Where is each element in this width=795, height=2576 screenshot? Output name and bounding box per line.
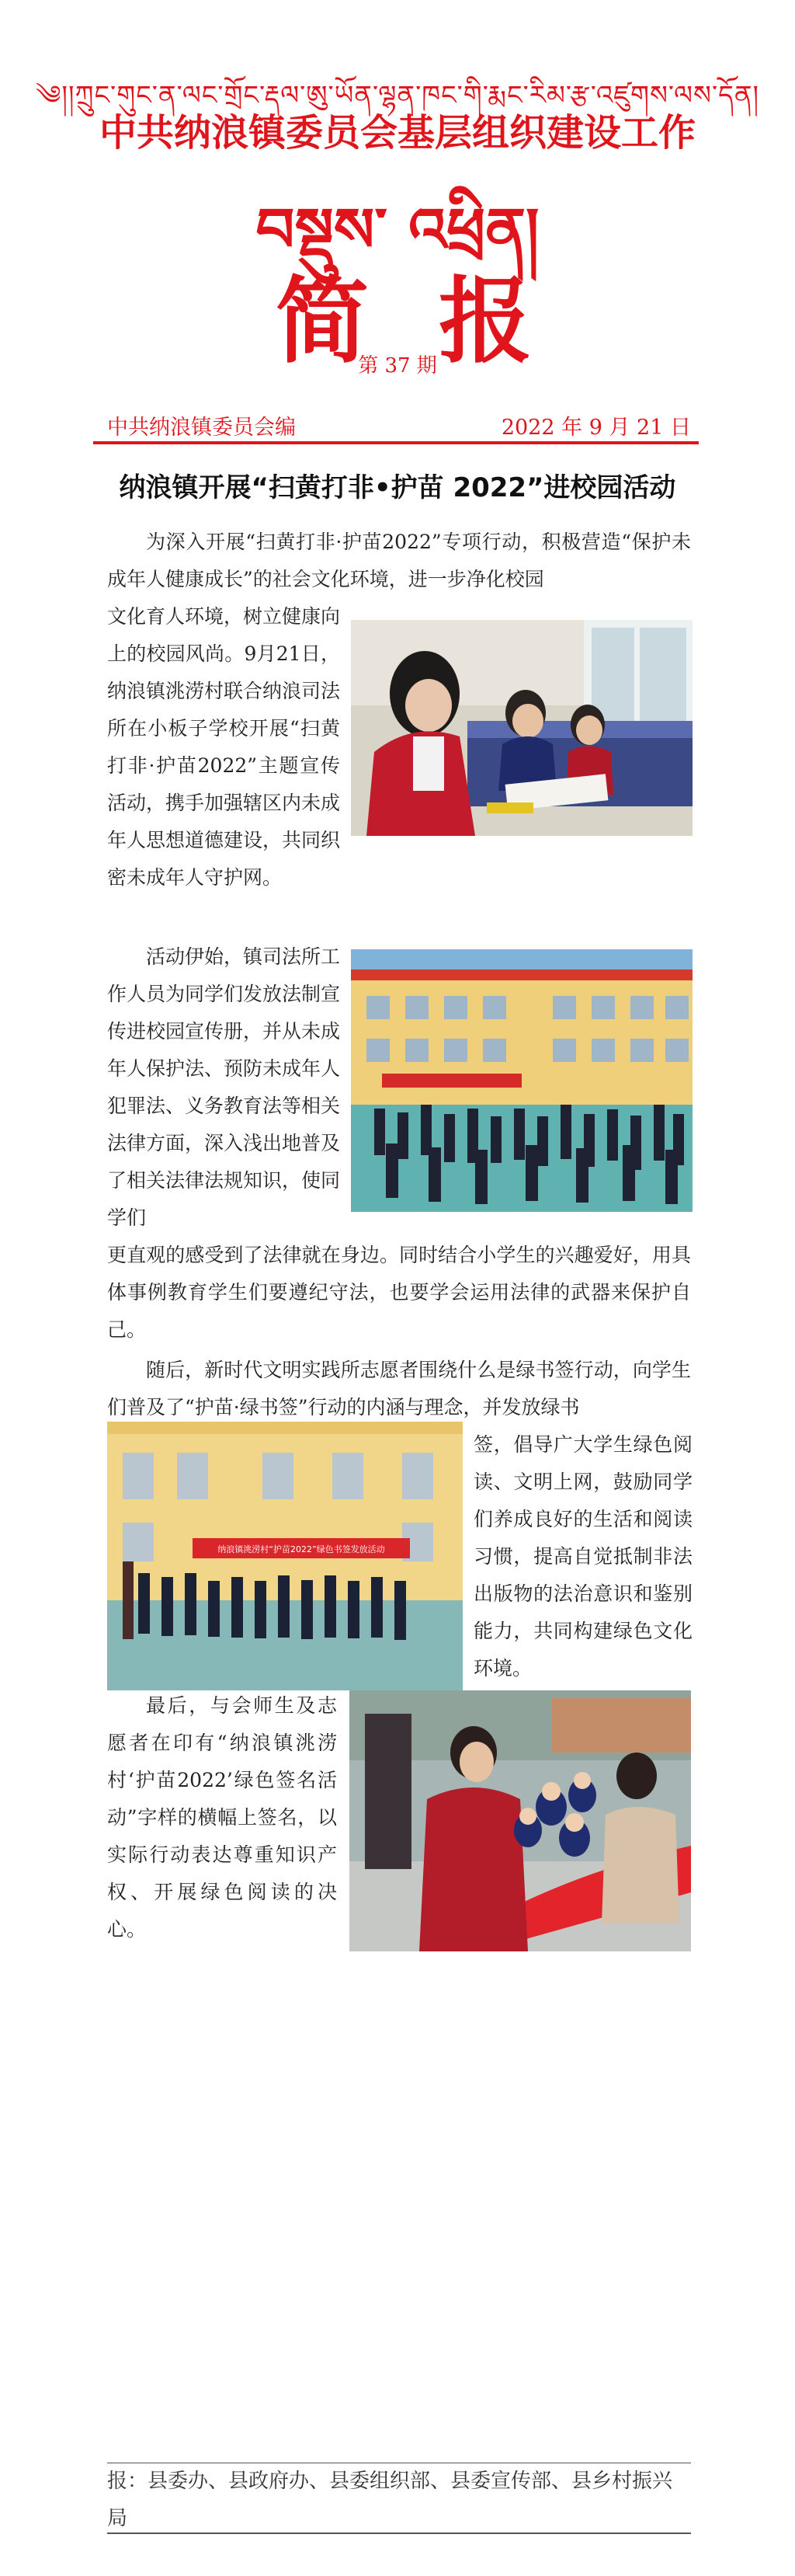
- paragraph-1-side: 文化育人环境，树立健康向上的校园风尚。9月21日，纳浪镇洮涝村联合纳浪司法所在小板子学校开展“扫黄打非·护苗2022”主题宣传活动，携手加强辖区内未成年人思想道德建设，共同织密未成年人守护网。: [107, 605, 341, 889]
- tibetan-header-line: ༄།།ཀྲུང་གུང་ན་ལང་གྲོང་རྡལ་ཨུ་ཡོན་ལྷན་ཁང་གི་རྨང་རིམ་རྩ་འཛུགས་ལས་དོན།: [35, 80, 760, 111]
- photo-banner-signing: [349, 1690, 691, 1951]
- photo-schoolyard-assembly: [351, 949, 693, 1212]
- paragraph-3-side: 签，倡导广大学生绿色阅读、文明上网，鼓励同学们养成良好的生活和阅读习惯，提高自觉抵制非法出版物的法治意识和鉴别能力，共同构建绿色文化环境。: [474, 1433, 693, 1680]
- paragraph-2-full: 更直观的感受到了法律就在身边。同时结合小学生的兴趣爱好，用具体事例教育学生们要遵纪守法，也要学会运用法律的武器来保护自己。: [107, 1244, 691, 1341]
- paragraph-4-side: 最后，与会师生及志愿者在印有“纳浪镇洮涝村‘护苗2022’绿色签名活动”字样的横幅上签名，以实际行动表达尊重知识产权、开展绿色阅读的决心。: [107, 1694, 337, 1941]
- brief-char-bao: 报: [439, 266, 532, 376]
- paragraph-3-top: 随后，新时代文明实践所志愿者围绕什么是绿书签行动，向学生们普及了“护苗·绿书签”行动的内涵与理念，并发放绿书: [107, 1359, 691, 1419]
- organization-title: 中共纳浪镇委员会基层组织建设工作: [99, 111, 696, 155]
- photo-schoolyard-assembly-graphic: [351, 949, 693, 1212]
- footer-bottom-rule: [107, 2532, 691, 2534]
- paragraph-1-top: 为深入开展“扫黄打非·护苗2022”专项行动，积极营造“保护未成年人健康成长”的社会文化环境，进一步净化校园: [107, 531, 691, 590]
- tibetan-brief-title: བསྡུས་ འཕྲིན།: [255, 196, 540, 266]
- photo-classroom-desk-graphic: [351, 620, 693, 836]
- meta-row: [107, 410, 691, 441]
- banner-text: 纳浪镇洮涝村“护苗2022”绿色书签发放活动: [217, 1544, 385, 1554]
- red-divider: [93, 441, 699, 444]
- photo-green-bookmark-event-graphic: [107, 1422, 463, 1690]
- issue-date: 2022 年 9 月 21 日: [501, 416, 691, 440]
- article-headline: 纳浪镇开展“扫黄打非•护苗 2022”进校园活动: [119, 472, 676, 503]
- editor-label: 中共纳浪镇委员会编: [107, 416, 296, 440]
- paragraph-2-side: 活动伊始，镇司法所工作人员为同学们发放法制宣传进校园宣传册，并从未成年人保护法、预防未成年人犯罪法、义务教育法等相关法律方面，深入浅出地普及了相关法律法规知识，使同学们: [107, 945, 341, 1229]
- photo-classroom-desk: [351, 620, 693, 836]
- distribution-footer: 报：县委办、县政府办、县委组织部、县委宣传部、县乡村振兴局: [107, 2470, 673, 2530]
- brief-char-jian: 简: [276, 266, 369, 376]
- photo-banner-signing-graphic: [349, 1690, 691, 1951]
- photo-green-bookmark-event: [107, 1422, 463, 1690]
- issue-number: 第 37 期: [358, 354, 437, 378]
